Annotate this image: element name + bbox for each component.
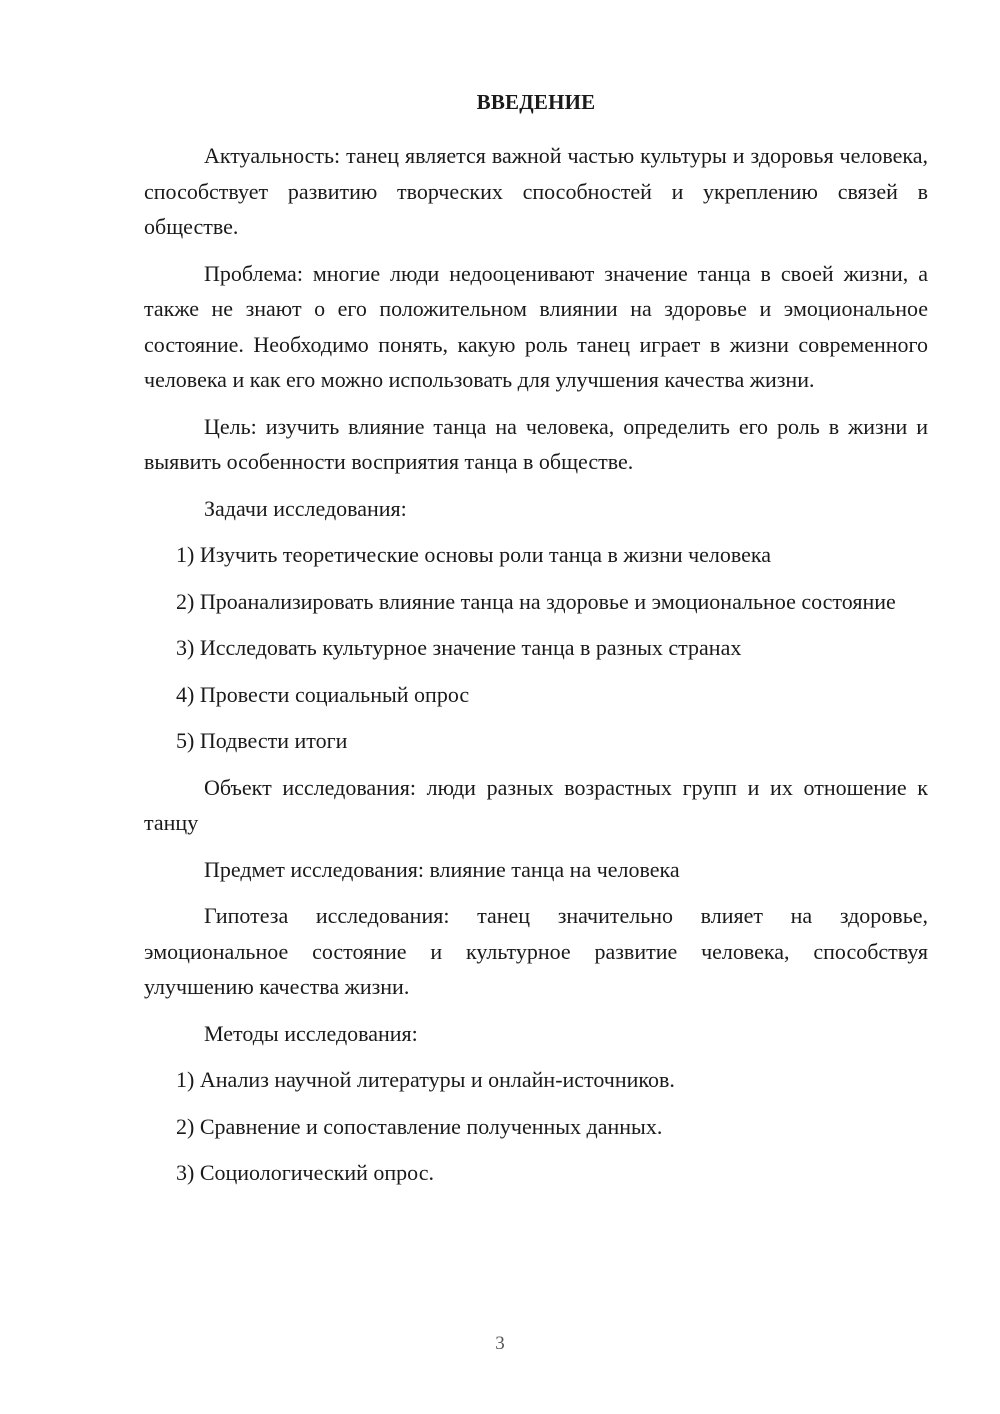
object-paragraph: Объект исследования: люди разных возрастных групп и их отношение к танцу (144, 774, 928, 835)
task-item: 1) Изучить теоретические основы роли танца в жизни человека (176, 542, 772, 567)
hypothesis-paragraph: Гипотеза исследования: танец значительно влияет на здоровье, эмоциональное состояние и культурное развитие человека, способствуя улучшению качества жизни. (144, 903, 928, 999)
task-item: 5) Подвести итоги (176, 728, 348, 753)
subject-paragraph: Предмет исследования: влияние танца на человека (204, 856, 680, 882)
problem-paragraph: Проблема: многие люди недооценивают значение танца в своей жизни, а также не знают о его положительном влиянии на здоровье и эмоциональное состояние. Необходимо понять, какую роль танец играет в жизни современного человека и как его можно использовать для улучшения качества жизни. (144, 260, 928, 392)
method-item: 2) Сравнение и сопоставление полученных данных. (176, 1113, 663, 1139)
tasks-heading: Задачи исследования: (204, 495, 407, 521)
task-item: 2) Проанализировать влияние танца на здоровье и эмоциональное состояние (176, 588, 896, 614)
page-number: 3 (495, 1333, 505, 1354)
document-page (144, 88, 928, 1202)
goal-paragraph: Цель: изучить влияние танца на человека, определить его роль в жизни и выявить особенности восприятия танца в обществе. (144, 413, 928, 474)
methods-heading: Методы исследования: (204, 1020, 418, 1046)
method-item: 3) Социологический опрос. (176, 1160, 434, 1185)
method-item: 1) Анализ научной литературы и онлайн-источников. (176, 1067, 675, 1092)
task-item: 4) Провести социальный опрос (176, 681, 470, 707)
relevance-paragraph: Актуальность: танец является важной частью культуры и здоровья человека, способствует развитию творческих способностей и укреплению связей в обществе. (144, 143, 928, 239)
task-item: 3) Исследовать культурное значение танца в разных странах (176, 635, 742, 660)
section-title: ВВЕДЕНИЕ (476, 90, 596, 114)
